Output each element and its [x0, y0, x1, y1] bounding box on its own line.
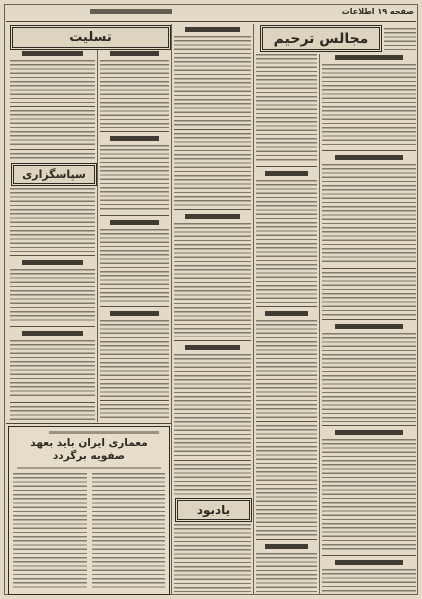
notice-title	[22, 331, 83, 336]
notice-column-left	[256, 54, 317, 592]
notice-divider	[10, 326, 95, 327]
notice-title	[265, 171, 309, 176]
notice-divider	[174, 460, 251, 461]
thanks-column	[10, 188, 95, 420]
article-lead-line	[17, 467, 161, 469]
notice-divider	[322, 150, 416, 151]
condolence-column-left	[10, 50, 95, 160]
column-rule	[319, 54, 320, 595]
notice-divider	[322, 319, 416, 320]
notice-text	[10, 340, 95, 400]
notice-text	[256, 553, 317, 592]
date-issue-line	[90, 9, 172, 14]
column-rule	[97, 50, 98, 422]
notice-text	[10, 153, 95, 160]
notice-title	[265, 311, 309, 316]
notice-title	[110, 220, 160, 225]
notice-text	[322, 333, 416, 422]
notice-divider	[10, 255, 95, 256]
header-rule	[6, 21, 416, 22]
notice-title	[22, 51, 83, 56]
notice-divider	[100, 306, 169, 307]
notice-divider	[10, 149, 95, 150]
notice-title	[335, 324, 403, 329]
notice-text	[256, 54, 317, 163]
notice-text	[322, 164, 416, 265]
notice-divider	[322, 555, 416, 556]
notice-divider	[10, 106, 95, 107]
notice-divider	[322, 425, 416, 426]
notice-text	[322, 272, 416, 317]
notice-title	[22, 260, 83, 265]
notice-title	[185, 345, 240, 350]
article-headline: معماری ایران باید بعهد صفویه برگردد	[30, 437, 148, 462]
column-rule	[253, 24, 254, 595]
notice-text	[10, 406, 95, 420]
notice-divider	[256, 539, 317, 540]
mourning-section-title: مجالس ترحیم	[262, 27, 380, 50]
column-rule	[171, 24, 172, 595]
article-text-left	[13, 473, 87, 590]
notice-title	[335, 430, 403, 435]
notice-text	[322, 439, 416, 552]
notice-text	[256, 425, 317, 536]
notice-text	[322, 569, 416, 592]
notice-text	[10, 269, 95, 323]
notice-text	[10, 188, 95, 252]
notice-divider	[100, 131, 169, 132]
notice-text	[174, 464, 251, 496]
page-header-label: صفحه ۱۹ اطلاعات	[341, 7, 414, 16]
article-kicker	[49, 431, 159, 434]
notice-divider	[174, 340, 251, 341]
text-block	[384, 28, 416, 50]
notice-text	[100, 60, 169, 128]
memorial-text	[174, 524, 251, 592]
notice-text	[174, 36, 251, 126]
notice-title	[110, 136, 160, 141]
notice-text	[256, 320, 317, 419]
notice-divider	[174, 129, 251, 130]
notice-title	[335, 560, 403, 565]
notice-title	[185, 27, 240, 32]
notice-title	[335, 55, 403, 60]
notice-text	[10, 110, 95, 145]
notice-text	[100, 145, 169, 211]
notice-divider	[10, 402, 95, 403]
notice-text	[10, 60, 95, 103]
notice-divider	[256, 421, 317, 422]
notice-text	[100, 320, 169, 396]
condolence-column-right	[100, 50, 169, 420]
notice-text	[322, 64, 416, 147]
notice-title	[110, 51, 160, 56]
notice-column-right	[322, 54, 416, 592]
memorial-section-title: یادبود	[177, 500, 250, 520]
center-column	[174, 26, 251, 496]
notice-divider	[256, 166, 317, 167]
condolence-section-title: تسلیت	[12, 27, 169, 48]
notice-divider	[100, 215, 169, 216]
thanks-section-title: سپاسگزاری	[13, 165, 95, 184]
notice-text	[100, 229, 169, 303]
notice-divider	[322, 268, 416, 269]
notice-title	[185, 214, 240, 219]
article-top-rule	[6, 423, 171, 424]
notice-text	[256, 180, 317, 303]
notice-divider	[256, 306, 317, 307]
notice-text	[174, 133, 251, 205]
notice-text	[100, 404, 169, 420]
notice-divider	[174, 209, 251, 210]
notice-text	[174, 354, 251, 456]
notice-text	[174, 223, 251, 337]
notice-title	[110, 311, 160, 316]
article-text-right	[92, 473, 165, 590]
architecture-article	[8, 426, 170, 595]
notice-title	[265, 544, 309, 549]
notice-title	[335, 155, 403, 160]
notice-divider	[100, 400, 169, 401]
